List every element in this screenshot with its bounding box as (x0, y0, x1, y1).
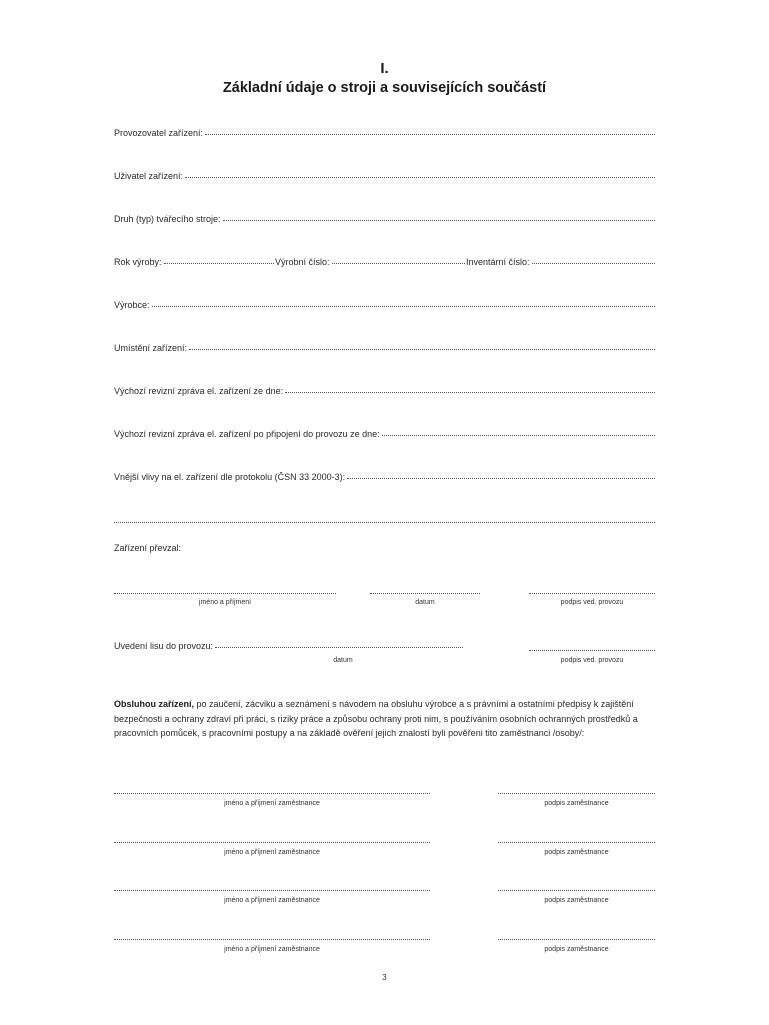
field-inventarni-cislo-dots (532, 262, 655, 264)
employee-4-name-caption: jméno a příjmení zaměstnance (224, 946, 320, 953)
employee-2-name-caption: jméno a příjmení zaměstnance (224, 849, 320, 856)
field-uzivatel[interactable] (114, 171, 655, 181)
field-provozovatel[interactable] (114, 128, 655, 138)
field-inventarni-cislo[interactable] (466, 257, 655, 267)
field-vnejsi-vlivy-continuation[interactable] (114, 522, 655, 523)
field-vnejsi-vlivy-label: Vnější vlivy na el. zařízení dle protokolu (ČSN 33 2000-3): (114, 472, 346, 482)
prevzal-signature-caption: podpis ved. provozu (560, 599, 624, 606)
field-umisteni-dots (189, 348, 655, 350)
obsluha-paragraph-bold: Obsluhou zařízení, (114, 699, 195, 709)
field-uvedeni-label: Uvedení lisu do provozu: (114, 641, 214, 651)
field-vyrobce[interactable] (114, 300, 655, 310)
field-umisteni-label: Umístění zařízení: (114, 343, 188, 353)
employee-1-name-caption: jméno a příjmení zaměstnance (224, 800, 320, 807)
field-rok-vyroby-label: Rok výroby: (114, 257, 162, 267)
field-umisteni[interactable] (114, 343, 655, 353)
employee-4-signature-line[interactable] (498, 939, 655, 940)
section-number: I. (380, 60, 389, 77)
prevzal-date-line[interactable] (370, 593, 480, 594)
field-vychozi-revize[interactable] (114, 386, 655, 396)
obsluha-paragraph-text: po zaučení, zácviku a seznámení s návodem na obsluhu výrobce a s právními a ostatními předpisy k zajištění bezpečnosti a ochrany zdraví při práci, s riziky práce a způsobu ochrany proti nim, s používáním osobních ochranných prostředků a pracovních pomůcek, s pracovními postupy a na základě ověření jejich znalostí byli pověřeni tito zaměstnanci /osoby/: (114, 699, 638, 738)
field-vychozi-revize-pripojeni[interactable] (114, 429, 655, 439)
prevzal-label: Zařízení převzal: (114, 543, 182, 553)
uvedeni-date-caption: datum (333, 657, 353, 664)
uvedeni-signature-line[interactable] (529, 650, 655, 651)
field-druh-label: Druh (typ) tvářecího stroje: (114, 214, 221, 224)
field-provozovatel-dots (205, 133, 655, 135)
field-vnejsi-vlivy[interactable] (114, 472, 655, 482)
page-number: 3 (382, 973, 387, 982)
employee-3-signature-line[interactable] (498, 890, 655, 891)
field-vyrobni-cislo-dots (332, 262, 465, 264)
employee-4-name-line[interactable] (114, 939, 430, 940)
field-rok-vyroby-dots (164, 262, 274, 264)
employee-3-name-caption: jméno a příjmení zaměstnance (224, 897, 320, 904)
uvedeni-signature-caption: podpis ved. provozu (560, 657, 624, 664)
field-vyrobni-cislo-label: Výrobní číslo: (275, 257, 330, 267)
field-inventarni-cislo-label: Inventární číslo: (466, 257, 530, 267)
field-uvedeni[interactable] (114, 641, 463, 651)
employee-1-signature-line[interactable] (498, 793, 655, 794)
field-vychozi-revize-label: Výchozí revizní zpráva el. zařízení ze dne: (114, 386, 284, 396)
field-vychozi-revize-pripojeni-label: Výchozí revizní zpráva el. zařízení po připojení do provozu ze dne: (114, 429, 380, 439)
employee-2-signature-caption: podpis zaměstnance (544, 849, 609, 856)
field-druh-dots (223, 219, 655, 221)
employee-3-signature-caption: podpis zaměstnance (544, 897, 609, 904)
employee-2-signature-line[interactable] (498, 842, 655, 843)
employee-1-signature-caption: podpis zaměstnance (544, 800, 609, 807)
section-title: Základní údaje o stroji a souvisejících součástí (222, 80, 547, 96)
employee-2-name-line[interactable] (114, 842, 430, 843)
field-uvedeni-dots (215, 646, 463, 648)
field-rok-vyroby[interactable] (114, 257, 274, 267)
field-vyrobce-dots (152, 305, 655, 307)
field-vyrobce-label: Výrobce: (114, 300, 150, 310)
field-uzivatel-dots (185, 176, 655, 178)
employee-3-name-line[interactable] (114, 890, 430, 891)
employee-1-name-line[interactable] (114, 793, 430, 794)
field-vychozi-revize-dots (285, 391, 655, 393)
field-vyrobni-cislo[interactable] (275, 257, 465, 267)
prevzal-name-line[interactable] (114, 593, 336, 594)
employee-4-signature-caption: podpis zaměstnance (544, 946, 609, 953)
field-druh[interactable] (114, 214, 655, 224)
field-provozovatel-label: Provozovatel zařízení: (114, 128, 204, 138)
field-vnejsi-vlivy-dots (347, 477, 655, 479)
obsluha-paragraph (114, 697, 659, 741)
prevzal-name-caption: jméno a příjmení (198, 599, 252, 606)
prevzal-date-caption: datum (415, 599, 435, 606)
field-uzivatel-label: Uživatel zařízení: (114, 171, 184, 181)
prevzal-signature-line[interactable] (529, 593, 655, 594)
field-vychozi-revize-pripojeni-dots (382, 434, 655, 436)
